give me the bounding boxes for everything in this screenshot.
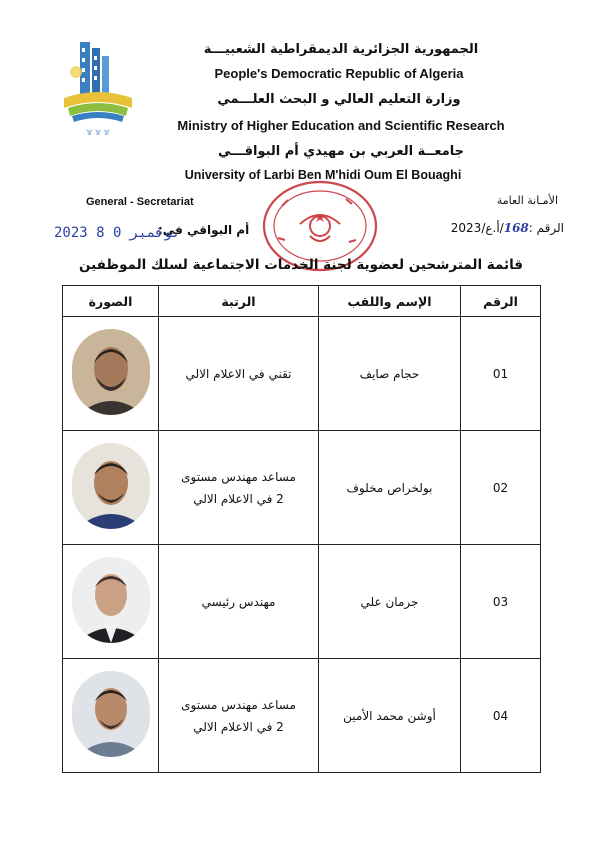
reference-prefix: الرقم : (528, 221, 564, 235)
university-name-ar: جامعــة العربي بن مهيدي أم البواقـــي (217, 144, 464, 159)
grade-cell: مساعد مهندس مستوى 2 في الاعلام الالي (159, 659, 319, 773)
university-name-en: University of Larbi Ben M'hidi Oum El Bouaghi (184, 168, 462, 182)
name-cell: حجام صايف (319, 317, 461, 431)
number-cell: 04 (461, 659, 541, 773)
photo-cell (63, 317, 159, 431)
place-date-label: أم البواقي في: (158, 223, 250, 237)
secretariat-label-en: General - Secretariat (86, 196, 194, 208)
ministry-name-en: Ministry of Higher Education and Scientific Research (177, 118, 505, 133)
date-stamp: 2023 نوفمبر 0 8 (54, 225, 181, 241)
ministry-name-ar: وزارة التعليم العالي و البحث العلـــمي (217, 92, 461, 107)
number-cell: 03 (461, 545, 541, 659)
header-name: الإسم واللقب (319, 286, 461, 317)
reference-number (451, 221, 564, 235)
header-photo: الصورة (63, 286, 159, 317)
name-cell: جرمان علي (319, 545, 461, 659)
svg-text:۩ ۩ ۩: ۩ ۩ ۩ (86, 127, 110, 136)
document-title: قائمة المترشحين لعضوية لجنة الخدمات الاجتماعية لسلك الموظفين (78, 257, 523, 273)
reference-handwritten-number: 168 (503, 221, 529, 235)
table-row (63, 317, 541, 431)
table-header-row (63, 286, 541, 317)
header-number: الرقم (461, 286, 541, 317)
republic-name-en: People's Democratic Republic of Algeria (214, 66, 464, 81)
name-cell: بولخراص مخلوف (319, 431, 461, 545)
grade-cell: مساعد مهندس مستوى 2 في الاعلام الالي (159, 431, 319, 545)
table-row (63, 659, 541, 773)
candidate-photo-icon (72, 557, 150, 643)
header-grade: الرتبة (159, 286, 319, 317)
photo-cell (63, 545, 159, 659)
photo-cell (63, 659, 159, 773)
secretariat-label-ar: الأمـانة العامة (496, 194, 558, 207)
grade-cell: مهندس رئيسي (159, 545, 319, 659)
grade-cell: تقني في الاعلام الالي (159, 317, 319, 431)
photo-cell (63, 431, 159, 545)
table-row (63, 545, 541, 659)
number-cell: 02 (461, 431, 541, 545)
reference-suffix: /أ.ع/2023 (450, 221, 504, 235)
candidate-photo-icon (72, 443, 150, 529)
candidates-table (62, 285, 541, 773)
candidate-photo-icon (72, 671, 150, 757)
name-cell: أوشن محمد الأمين (319, 659, 461, 773)
number-cell: 01 (461, 317, 541, 431)
republic-name-ar: الجمهورية الجزائرية الديمقراطية الشعبيـــة (203, 42, 479, 57)
table-row (63, 431, 541, 545)
candidate-photo-icon (72, 329, 150, 415)
